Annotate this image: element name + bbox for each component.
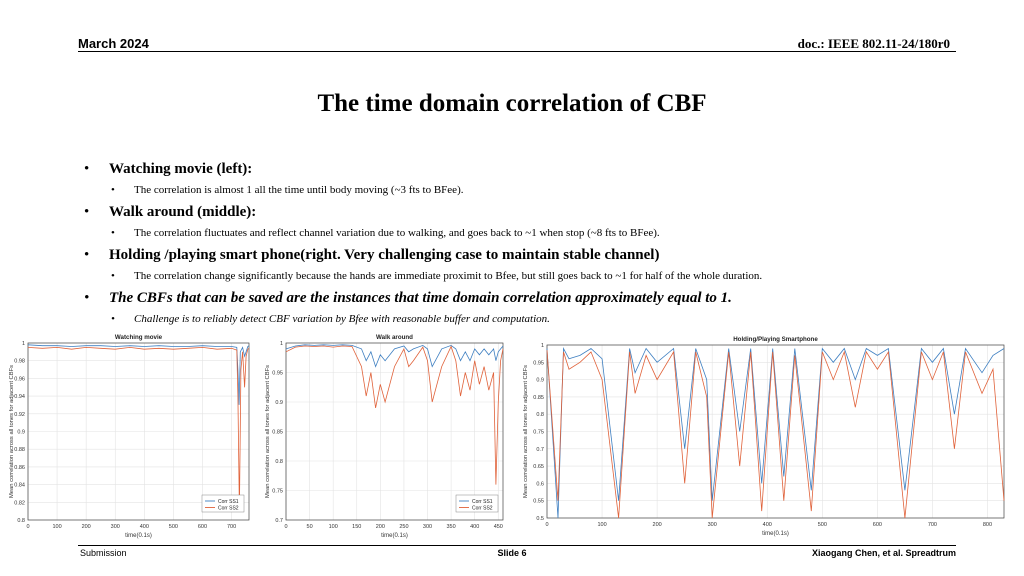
- x-axis-label: time(0.1s): [381, 533, 408, 539]
- legend-label: Corr SS1: [472, 499, 493, 505]
- y-tick-label: 0.8: [17, 518, 25, 524]
- y-tick-label: 0.75: [533, 429, 544, 436]
- y-tick-label: 0.65: [533, 464, 544, 471]
- y-tick-label: 0.82: [14, 500, 25, 507]
- y-tick-label: 0.9: [17, 429, 25, 436]
- y-tick-label: 0.96: [14, 376, 25, 383]
- y-tick-label: 0.8: [275, 459, 283, 465]
- x-tick-label: 450: [493, 524, 503, 530]
- x-tick-label: 350: [446, 524, 456, 530]
- bullet-text: Holding /playing smart phone(right. Very challenging case to maintain stable channel): [109, 247, 660, 263]
- y-tick-label: 0.84: [14, 482, 25, 489]
- x-tick-label: 150: [352, 524, 362, 530]
- bullet-walk-around: [84, 203, 964, 222]
- bullet-text: Watching movie (left):: [109, 161, 253, 177]
- legend-label: Corr SS2: [472, 505, 493, 512]
- y-axis-label: Mean correlation across all tones for adjacent CBFs: [265, 364, 271, 499]
- x-axis-label: time(0.1s): [762, 531, 789, 537]
- bullet-list: [84, 156, 964, 332]
- footer-slide-number: Slide 6: [497, 548, 527, 558]
- x-tick-label: 400: [470, 524, 480, 530]
- y-tick-label: 0.92: [14, 411, 25, 418]
- y-axis-label: Mean correlation across all tones for adjacent CBFs: [9, 364, 15, 499]
- x-tick-label: 100: [597, 522, 607, 528]
- bullet-text: Walk around (middle):: [109, 204, 257, 220]
- y-tick-label: 0.94: [14, 394, 25, 401]
- sub-bullet-text: The correlation is almost 1 all the time until body moving (~3 fts to BFee).: [134, 184, 464, 196]
- y-tick-label: 0.75: [272, 488, 283, 495]
- y-tick-label: 0.9: [536, 377, 544, 384]
- x-tick-label: 200: [81, 524, 91, 530]
- x-tick-label: 300: [707, 522, 717, 528]
- header-date: March 2024: [78, 36, 149, 51]
- chart-holding-smartphone: [520, 332, 1010, 542]
- series-line-2: [28, 347, 249, 511]
- x-tick-label: 200: [652, 522, 662, 528]
- bullet-dot: •: [111, 184, 115, 196]
- legend-label: Corr SS2: [218, 505, 239, 512]
- x-tick-label: 50: [306, 524, 313, 530]
- bullet-text: The CBFs that can be saved are the instances that time domain correlation approximately equal to 1.: [109, 290, 732, 306]
- x-tick-label: 300: [422, 524, 433, 530]
- y-tick-label: 0.98: [14, 358, 25, 365]
- series-line-2: [286, 346, 503, 485]
- chart-watching-movie: [6, 330, 252, 542]
- y-axis-label: Mean correlation across all tones for adjacent CBFs: [523, 364, 529, 499]
- sub-bullet-watching-movie: [84, 183, 964, 197]
- x-axis-label: time(0.1s): [125, 533, 152, 539]
- x-tick-label: 600: [197, 524, 208, 530]
- y-tick-label: 1: [540, 343, 544, 349]
- y-tick-label: 0.88: [14, 447, 25, 454]
- bullet-dot: •: [111, 313, 115, 325]
- y-tick-label: 1: [21, 341, 25, 347]
- sub-bullet-text: Challenge is to reliably detect CBF variation by Bfee with reasonable buffer and computation.: [134, 313, 550, 325]
- x-tick-label: 600: [872, 522, 882, 528]
- sub-bullet-holding-phone: [84, 269, 964, 283]
- slide-title: The time domain correlation of CBF: [317, 90, 707, 117]
- y-tick-label: 0.6: [536, 481, 544, 488]
- series-line-1: [286, 345, 503, 367]
- header-doc-id: doc.: IEEE 802.11-24/180r0: [797, 36, 950, 51]
- chart-title: Holding/Playing Smartphone: [733, 336, 818, 343]
- footer-divider: [78, 545, 956, 546]
- y-tick-label: 1: [279, 341, 283, 347]
- y-tick-label: 0.7: [536, 446, 544, 453]
- sub-bullet-text: The correlation fluctuates and reflect channel variation due to walking, and goes back to ~1 when stop (~8 fts to BFee).: [134, 227, 660, 239]
- x-tick-label: 400: [762, 522, 772, 528]
- bullet-watching-movie: [84, 160, 964, 179]
- y-tick-label: 0.7: [275, 518, 283, 524]
- sub-bullet-cbf-saving: [84, 312, 964, 326]
- x-tick-label: 700: [927, 522, 938, 528]
- footer-submission: Submission: [80, 548, 127, 558]
- y-tick-label: 0.85: [533, 394, 544, 401]
- x-tick-label: 400: [139, 524, 149, 530]
- bullet-dot: •: [111, 270, 115, 282]
- y-tick-label: 0.85: [272, 429, 283, 436]
- x-tick-label: 0: [26, 524, 30, 530]
- bullet-dot: •: [84, 290, 90, 306]
- footer-authors: Xiaogang Chen, et al. Spreadtrum: [811, 548, 956, 558]
- y-tick-label: 0.95: [272, 370, 283, 377]
- x-tick-label: 100: [328, 524, 338, 530]
- series-line-2: [547, 350, 1004, 518]
- x-tick-label: 300: [110, 524, 120, 530]
- x-tick-label: 500: [168, 524, 178, 530]
- x-tick-label: 250: [399, 524, 409, 530]
- sub-bullet-text: The correlation change significantly because the hands are immediate proximit to Bfee, but still goes back to ~1 for half of the whole duration.: [134, 270, 763, 282]
- bullet-dot: •: [84, 161, 90, 177]
- x-tick-label: 0: [284, 524, 288, 530]
- y-tick-label: 0.9: [275, 400, 283, 406]
- bullet-dot: •: [84, 247, 90, 263]
- header-divider: [78, 51, 956, 52]
- x-tick-label: 800: [982, 522, 993, 528]
- x-tick-label: 0: [545, 522, 549, 528]
- y-tick-label: 0.95: [533, 360, 544, 367]
- chart-title: Watching movie: [114, 334, 163, 341]
- bullet-dot: •: [111, 227, 115, 239]
- sub-bullet-walk-around: [84, 226, 964, 240]
- chart-title: Walk around: [376, 334, 413, 341]
- y-tick-label: 0.55: [533, 498, 544, 505]
- x-tick-label: 500: [817, 522, 827, 528]
- y-tick-label: 0.8: [536, 412, 544, 419]
- bullet-dot: •: [84, 204, 90, 220]
- bullet-holding-phone: [84, 246, 964, 265]
- x-tick-label: 200: [375, 524, 385, 530]
- x-tick-label: 700: [226, 524, 237, 530]
- x-tick-label: 100: [52, 524, 62, 530]
- y-tick-label: 0.5: [536, 516, 544, 522]
- bullet-cbf-saving: [84, 289, 964, 308]
- chart-walk-around: [262, 330, 507, 542]
- legend-label: Corr SS1: [218, 499, 239, 505]
- y-tick-label: 0.86: [14, 464, 25, 471]
